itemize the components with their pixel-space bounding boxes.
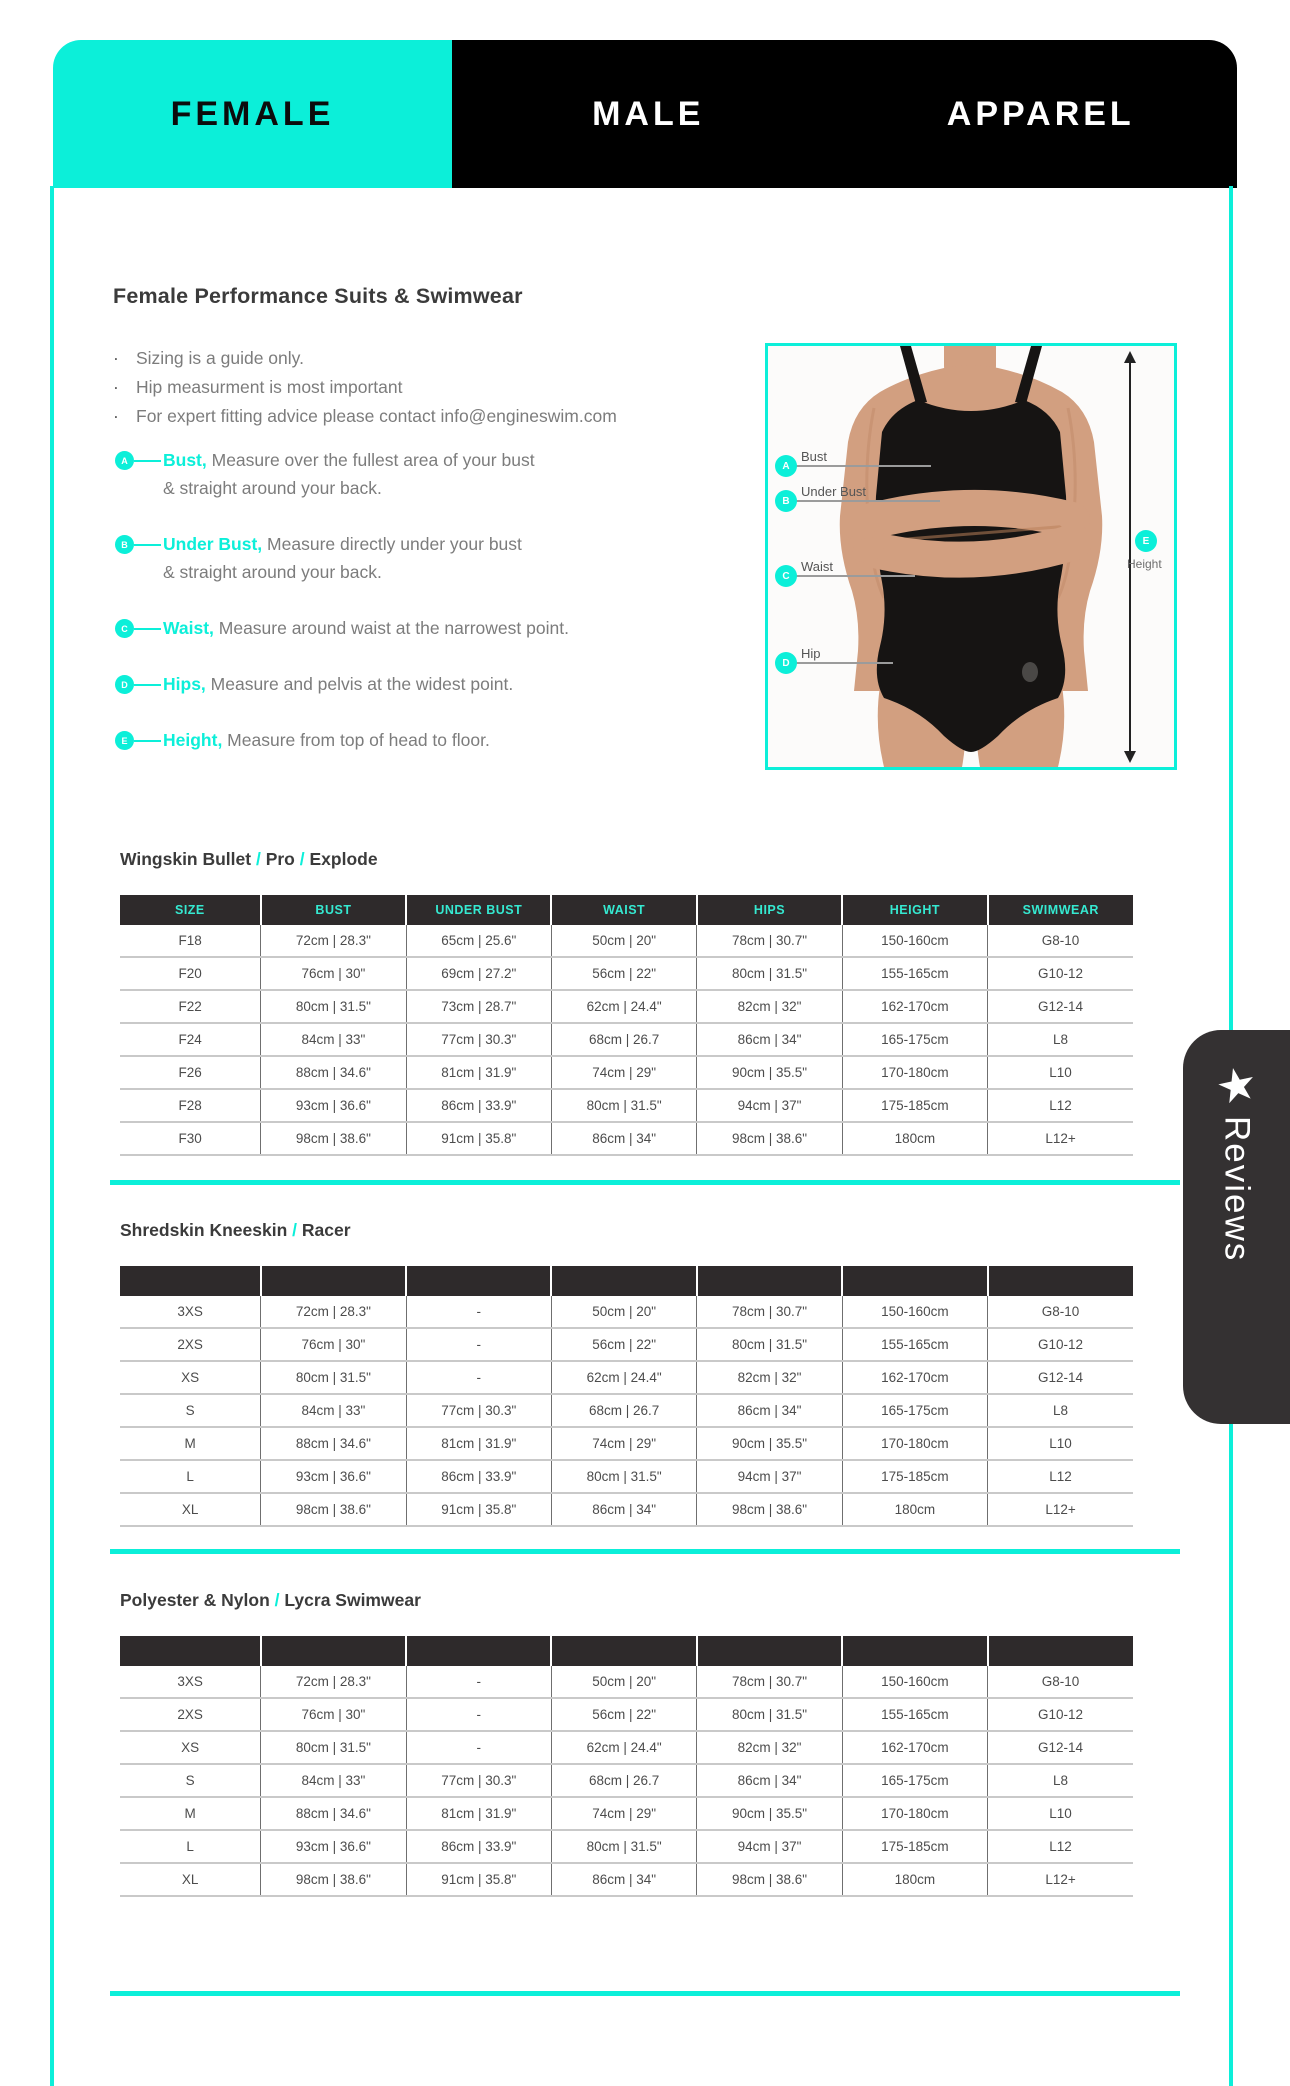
column-header: UNDER BUST [406,895,551,925]
measurement-item [113,530,693,586]
table-cell: 86cm | 33.9" [406,1830,551,1863]
table-cell: 68cm | 26.7 [551,1023,696,1056]
measurement-figure [765,343,1177,770]
measure-letter-badge: E [115,731,134,750]
table-cell: L12+ [988,1863,1133,1896]
table-cell: F20 [178,966,202,981]
table-cell: 180cm [842,1493,987,1526]
table-cell: F28 [178,1098,202,1113]
table-row [120,1493,1133,1526]
table-cell: G8-10 [988,1666,1133,1698]
column-header: HEIGHT [842,895,987,925]
reviews-tab[interactable] [1183,1030,1290,1424]
table-cell: 98cm | 38.6" [697,1122,842,1155]
table-row [120,1056,1133,1089]
measurement-label: Bust, [163,450,207,470]
guide-note-text: Sizing is a guide only. [136,348,304,368]
table-cell: F30 [178,1131,202,1146]
table-cell: L12 [988,1830,1133,1863]
guide-note-text: Hip measurment is most important [136,377,403,397]
table-cell: 165-175cm [842,1764,987,1797]
table-cell: 76cm | 30" [261,1698,406,1731]
table-row [120,1797,1133,1830]
table-cell: 91cm | 35.8" [406,1863,551,1896]
measurement-text: Measure and pelvis at the widest point. [205,674,514,694]
table-cell: 80cm | 31.5" [551,1460,696,1493]
table-cell: 93cm | 36.6" [261,1460,406,1493]
table-cell: 98cm | 38.6" [261,1493,406,1526]
inactive-tab-group [452,40,1237,188]
table-cell: 162-170cm [842,1361,987,1394]
table-cell: F26 [178,1065,202,1080]
table-cell: 175-185cm [842,1089,987,1122]
guide-notes-list [113,344,617,431]
header-row [120,895,1133,925]
table-cell: 84cm | 33" [261,1023,406,1056]
column-header [551,1266,696,1296]
table-cell: 98cm | 38.6" [697,1863,842,1896]
table-row [120,1666,1133,1698]
table-cell: 80cm | 31.5" [697,1328,842,1361]
table-cell: 56cm | 22" [551,957,696,990]
table-cell: 74cm | 29" [551,1797,696,1830]
table-cell: 72cm | 28.3" [261,1666,406,1698]
table-row [120,925,1133,957]
column-header [988,1266,1133,1296]
table-cell: G12-14 [988,1361,1133,1394]
callout-line [786,500,940,502]
table-row [120,1731,1133,1764]
measurement-text: Measure around waist at the narrowest point. [213,618,569,638]
table-cell: - [406,1296,551,1328]
measurement-item [113,726,693,754]
table-cell: XL [181,1502,199,1517]
table-cell: 2XS [177,1337,203,1352]
table-cell: 175-185cm [842,1460,987,1493]
column-header [697,1266,842,1296]
measurement-item [113,446,693,502]
table-cell: L [186,1469,194,1484]
table-cell: 78cm | 30.7" [697,1666,842,1698]
table-cell: - [406,1731,551,1764]
table-cell: 86cm | 33.9" [406,1089,551,1122]
column-header: SWIMWEAR [988,895,1133,925]
table-cell: 2XS [177,1707,203,1722]
table-cell: 80cm | 31.5" [261,1361,406,1394]
table-title-part: Polyester & Nylon [120,1590,270,1610]
column-header: WAIST [551,895,696,925]
tab-apparel-label: APPAREL [946,94,1135,133]
table-cell: 162-170cm [842,990,987,1023]
measurement-text: Measure directly under your bust [262,534,522,554]
table-cell: 50cm | 20" [551,1296,696,1328]
reviews-tab-label: Reviews [1217,1116,1257,1263]
table-cell: 175-185cm [842,1830,987,1863]
table-cell: 82cm | 32" [697,990,842,1023]
table-cell: - [406,1328,551,1361]
height-arrow-down-icon [1124,751,1136,763]
table-cell: 90cm | 35.5" [697,1056,842,1089]
figure-callout-label: Waist [801,559,834,574]
measure-letter-badge: C [115,619,134,638]
table-cell: 94cm | 37" [697,1089,842,1122]
table-cell: 165-175cm [842,1394,987,1427]
table-cell: G12-14 [988,1731,1133,1764]
table-cell: F22 [178,999,202,1014]
table-cell: L [186,1839,194,1854]
measurement-text-line2: & straight around your back. [163,478,382,498]
table-cell: 68cm | 26.7 [551,1764,696,1797]
column-header [551,1636,696,1666]
table-cell: 94cm | 37" [697,1460,842,1493]
measurement-label: Hips, [163,674,206,694]
table-title-part: Explode [309,849,378,869]
table-title-part: Pro [265,849,295,869]
table-cell: 82cm | 32" [697,1731,842,1764]
table-cell: 93cm | 36.6" [261,1830,406,1863]
figure-callout-height [1127,530,1195,571]
measure-letter-badge: E [1135,530,1157,552]
table-cell: 80cm | 31.5" [697,957,842,990]
table-cell: 86cm | 34" [697,1394,842,1427]
table-cell: M [184,1806,196,1821]
column-header [842,1636,987,1666]
table-cell: 74cm | 29" [551,1056,696,1089]
column-header [120,1266,261,1296]
measurement-text-line2: & straight around your back. [163,562,382,582]
tab-male[interactable] [452,40,845,188]
table-row [120,1427,1133,1460]
table-cell: G8-10 [988,1296,1133,1328]
column-header: HIPS [697,895,842,925]
measurement-label: Under Bust, [163,534,263,554]
table-cell: 3XS [177,1304,203,1319]
measure-letter-badge: D [115,675,134,694]
table-cell: L12+ [988,1122,1133,1155]
table-title [120,1220,1133,1241]
table-row [120,1394,1133,1427]
slash-separator: / [287,1220,302,1240]
table-cell: 150-160cm [842,1296,987,1328]
table-cell: 81cm | 31.9" [406,1056,551,1089]
table-cell: 77cm | 30.3" [406,1764,551,1797]
table-cell: 68cm | 26.7 [551,1394,696,1427]
table-cell: 86cm | 34" [697,1023,842,1056]
table-cell: 98cm | 38.6" [697,1493,842,1526]
table-cell: L8 [988,1394,1133,1427]
table-title-part: Lycra Swimwear [284,1590,421,1610]
table-cell: 65cm | 25.6" [406,925,551,957]
measurement-item [113,670,693,698]
figure-callout-label: Hip [801,646,821,661]
measurement-item [113,614,693,642]
header-row [120,1636,1133,1666]
tab-female-label: FEMALE [170,94,335,133]
table-cell: 180cm [842,1122,987,1155]
table-cell: 88cm | 34.6" [261,1427,406,1460]
table-cell: S [185,1403,195,1418]
column-header [988,1636,1133,1666]
table-row [120,1863,1133,1896]
table-cell: 84cm | 33" [261,1394,406,1427]
table-cell: L10 [988,1427,1133,1460]
column-header [261,1636,406,1666]
bullet-dot: · [113,377,119,397]
table-cell: 50cm | 20" [551,925,696,957]
table-cell: 80cm | 31.5" [261,1731,406,1764]
table-cell: XL [181,1872,199,1887]
table-cell: XS [181,1740,200,1755]
bullet-dot: · [113,348,119,368]
section-divider [110,1180,1180,1185]
header-row [120,1266,1133,1296]
table-row [120,1296,1133,1328]
table-cell: 81cm | 31.9" [406,1427,551,1460]
guide-note-item [113,402,617,431]
table-cell: 170-180cm [842,1427,987,1460]
table-cell: L8 [988,1764,1133,1797]
table-cell: 91cm | 35.8" [406,1493,551,1526]
table-cell: 88cm | 34.6" [261,1056,406,1089]
swimsuit-model-illustration [768,346,1174,767]
table-cell: 93cm | 36.6" [261,1089,406,1122]
tab-apparel[interactable] [845,40,1238,188]
table-cell: 73cm | 28.7" [406,990,551,1023]
table-cell: G10-12 [988,957,1133,990]
tab-female[interactable] [53,40,452,188]
table-row [120,1460,1133,1493]
measure-letter-badge: B [775,490,797,512]
table-cell: 77cm | 30.3" [406,1023,551,1056]
table-cell: 81cm | 31.9" [406,1797,551,1830]
table-cell: L10 [988,1056,1133,1089]
table-cell: 72cm | 28.3" [261,1296,406,1328]
dash-line [134,628,161,630]
table-cell: 50cm | 20" [551,1666,696,1698]
panel-border-left [50,186,54,2086]
star-icon: ★ [1210,1055,1263,1115]
column-header [406,1266,551,1296]
guide-note-item [113,373,617,402]
table-cell: 80cm | 31.5" [551,1830,696,1863]
table-cell: G12-14 [988,990,1133,1023]
table-cell: 86cm | 34" [551,1122,696,1155]
slash-separator: / [269,1590,285,1610]
table-cell: L12 [988,1460,1133,1493]
table-cell: 84cm | 33" [261,1764,406,1797]
size-table-section-wingskin [120,849,1133,1156]
table-title [120,849,1133,870]
callout-line [786,575,915,577]
table-row [120,1361,1133,1394]
table-cell: S [185,1773,195,1788]
table-row [120,1830,1133,1863]
table-cell: XS [181,1370,200,1385]
dash-line [134,684,161,686]
tab-male-label: MALE [592,94,705,133]
table-cell: 155-165cm [842,957,987,990]
table-row [120,1764,1133,1797]
callout-line [786,465,931,467]
measure-letter-badge: A [775,455,797,477]
table-cell: - [406,1666,551,1698]
dash-line [134,460,161,462]
table-cell: 78cm | 30.7" [697,925,842,957]
table-row [120,990,1133,1023]
table-title-part: Wingskin Bullet [120,849,252,869]
column-header: SIZE [120,895,261,925]
table-cell: M [184,1436,196,1451]
guide-note-text: For expert fitting advice please contact info@engineswim.com [136,406,617,426]
table-cell: 56cm | 22" [551,1698,696,1731]
measure-letter-badge: B [115,535,134,554]
column-header [406,1636,551,1666]
size-table-section-shredskin [120,1220,1133,1527]
table-cell: G10-12 [988,1328,1133,1361]
table-title-part: Shredskin Kneeskin [120,1220,288,1240]
dash-line [134,740,161,742]
table-cell: 77cm | 30.3" [406,1394,551,1427]
table-cell: 155-165cm [842,1328,987,1361]
bullet-dot: · [113,406,119,426]
figure-callout-label: Bust [801,449,828,464]
table-cell: 86cm | 34" [551,1863,696,1896]
table-row [120,1023,1133,1056]
table-cell: G10-12 [988,1698,1133,1731]
table-cell: L10 [988,1797,1133,1830]
figure-callout-label: Under Bust [801,484,867,499]
table-cell: 90cm | 35.5" [697,1797,842,1830]
table-title [120,1590,1133,1611]
table-cell: 86cm | 34" [697,1764,842,1797]
table-cell: 165-175cm [842,1023,987,1056]
table-cell: 72cm | 28.3" [261,925,406,957]
section-divider [110,1549,1180,1554]
measurement-text: Measure over the fullest area of your bust [206,450,535,470]
table-cell: L12 [988,1089,1133,1122]
column-header: BUST [261,895,406,925]
measurement-text: Measure from top of head to floor. [222,730,490,750]
table-cell: 3XS [177,1674,203,1689]
measure-letter-badge: C [775,565,797,587]
measure-letter-badge: D [775,652,797,674]
table-row [120,1328,1133,1361]
size-table [120,1636,1133,1897]
page-title: Female Performance Suits & Swimwear [113,284,523,308]
table-cell: 86cm | 33.9" [406,1460,551,1493]
size-table [120,1266,1133,1527]
table-cell: 80cm | 31.5" [261,990,406,1023]
table-cell: 91cm | 35.8" [406,1122,551,1155]
column-header [120,1636,261,1666]
slash-separator: / [251,849,266,869]
table-cell: 80cm | 31.5" [697,1698,842,1731]
table-cell: 170-180cm [842,1056,987,1089]
table-cell: 180cm [842,1863,987,1896]
table-row [120,1698,1133,1731]
table-cell: 80cm | 31.5" [551,1089,696,1122]
column-header [697,1636,842,1666]
callout-line [786,662,893,664]
column-header [261,1266,406,1296]
table-cell: L8 [988,1023,1133,1056]
measure-letter-badge: A [115,451,134,470]
table-cell: 74cm | 29" [551,1427,696,1460]
slash-separator: / [294,849,310,869]
size-table-section-polyester [120,1590,1133,1897]
table-cell: 62cm | 24.4" [551,990,696,1023]
measurement-label: Waist, [163,618,214,638]
table-cell: 78cm | 30.7" [697,1296,842,1328]
table-cell: 56cm | 22" [551,1328,696,1361]
table-cell: 98cm | 38.6" [261,1863,406,1896]
size-table [120,895,1133,1156]
table-cell: 76cm | 30" [261,957,406,990]
table-cell: 62cm | 24.4" [551,1361,696,1394]
gender-tab-bar [53,40,1237,188]
table-cell: 94cm | 37" [697,1830,842,1863]
table-cell: 90cm | 35.5" [697,1427,842,1460]
height-arrow-up-icon [1124,351,1136,363]
table-cell: 170-180cm [842,1797,987,1830]
table-cell: 98cm | 38.6" [261,1122,406,1155]
table-cell: 162-170cm [842,1731,987,1764]
table-cell: 86cm | 34" [551,1493,696,1526]
dash-line [134,544,161,546]
table-cell: - [406,1361,551,1394]
table-cell: 88cm | 34.6" [261,1797,406,1830]
measurement-label: Height, [163,730,223,750]
table-title-part: Racer [301,1220,351,1240]
table-cell: 62cm | 24.4" [551,1731,696,1764]
table-cell: L12+ [988,1493,1133,1526]
table-cell: 155-165cm [842,1698,987,1731]
table-cell: 76cm | 30" [261,1328,406,1361]
column-header [842,1266,987,1296]
table-cell: F24 [178,1032,202,1047]
table-cell: - [406,1698,551,1731]
measurement-instructions [113,446,693,782]
table-row [120,1089,1133,1122]
section-divider [110,1991,1180,1996]
table-cell: 150-160cm [842,1666,987,1698]
figure-callout-label: Height [1127,557,1162,571]
table-cell: F18 [178,933,202,948]
table-cell: 150-160cm [842,925,987,957]
table-row [120,1122,1133,1155]
table-cell: G8-10 [988,925,1133,957]
table-cell: 82cm | 32" [697,1361,842,1394]
table-row [120,957,1133,990]
guide-note-item [113,344,617,373]
table-cell: 69cm | 27.2" [406,957,551,990]
